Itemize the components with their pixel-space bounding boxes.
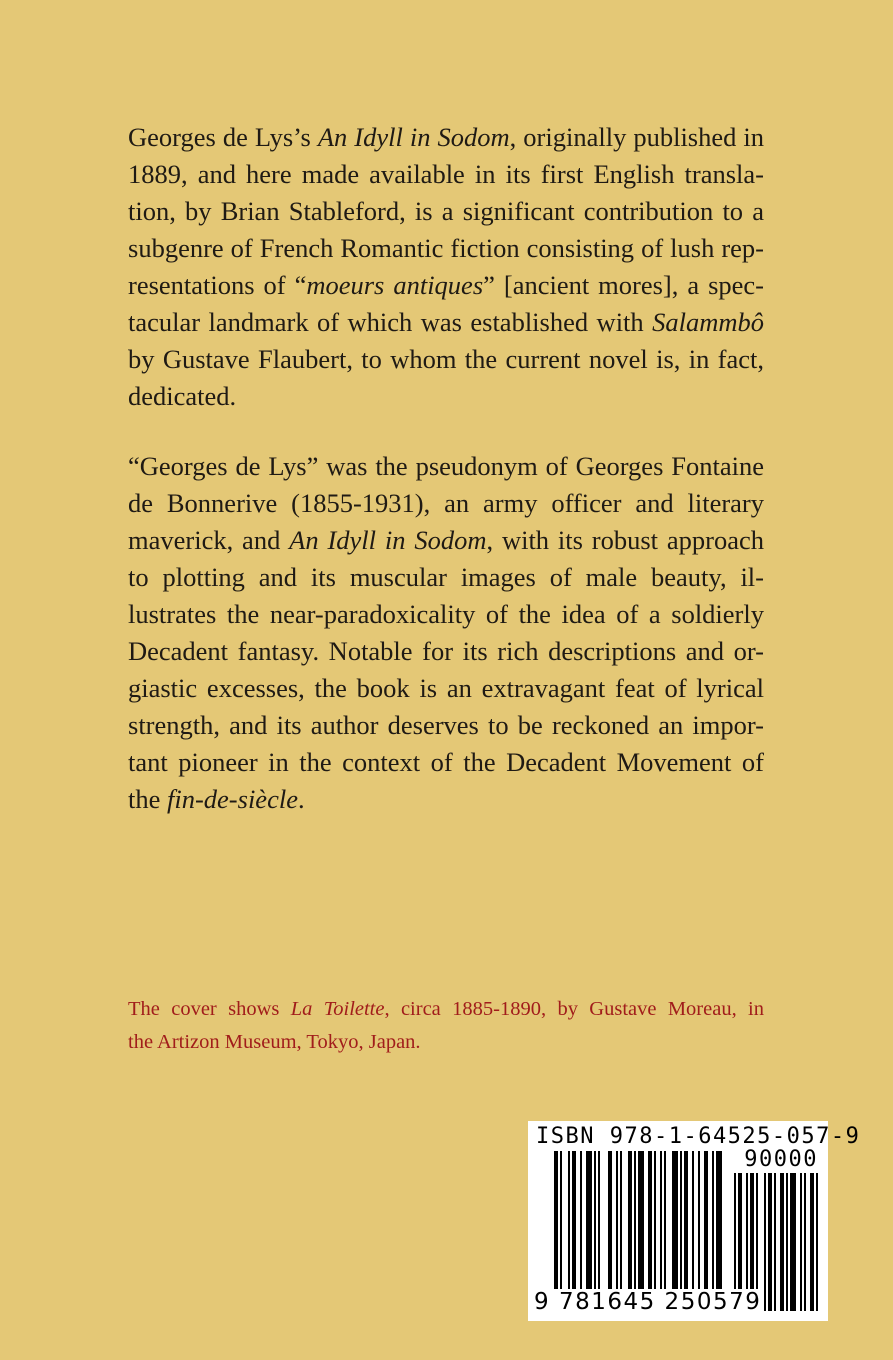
barcode-bar <box>704 1151 708 1289</box>
text-line: tant pioneer in the context of the Decadent Movement of <box>128 747 764 777</box>
text-line: maverick, and An Idyll in Sodom, with its robust approach <box>128 525 764 555</box>
text-line: Decadent fantasy. Notable for its rich descriptions and or- <box>128 636 764 666</box>
barcode-bar <box>648 1151 652 1289</box>
text-line: by Gustave Flaubert, to whom the current novel is, in fact, <box>128 344 764 374</box>
text-line: subgenre of French Romantic fiction consisting of lush rep- <box>128 233 764 263</box>
text-line: Georges de Lys’s An Idyll in Sodom, originally published in <box>128 122 765 152</box>
barcode-addon-bar <box>810 1173 814 1311</box>
cover-credit <box>128 993 764 1059</box>
barcode-bar <box>698 1151 700 1289</box>
barcode-bar <box>672 1151 678 1289</box>
barcode-addon-bar <box>774 1173 776 1311</box>
barcode-bar <box>616 1151 618 1289</box>
text-line: lustrates the near-paradoxicality of the idea of a soldierly <box>128 599 764 629</box>
barcode-bar <box>692 1151 694 1289</box>
barcode-bar <box>554 1151 558 1311</box>
barcode-bar <box>586 1151 592 1289</box>
barcode-addon-bar <box>764 1173 766 1311</box>
barcode-bar <box>580 1151 582 1289</box>
text-line: to plotting and its muscular images of male beauty, il- <box>128 562 764 592</box>
barcode-addon-bar <box>816 1173 818 1311</box>
text-line: tion, by Brian Stableford, is a significant contribution to a <box>128 196 764 226</box>
barcode-bar <box>716 1151 722 1289</box>
text-line: the Artizon Museum, Tokyo, Japan. <box>128 1031 421 1053</box>
blurb-paragraph-2 <box>128 448 764 818</box>
barcode-bar <box>608 1151 612 1289</box>
italic-title: Salammbô <box>652 307 764 337</box>
italic-phrase: moeurs antiques <box>306 270 484 300</box>
barcode-bar <box>598 1151 600 1289</box>
barcode-addon-bar <box>804 1173 806 1311</box>
text-line: strength, and its author deserves to be reckoned an impor- <box>128 710 764 740</box>
barcode-bar <box>620 1151 622 1289</box>
text-line: The cover shows La Toilette, circa 1885-1890, by Gustave Moreau, in <box>128 998 764 1020</box>
barcode-addon-bar <box>768 1173 772 1311</box>
isbn-barcode <box>528 1121 861 1321</box>
italic-phrase: fin-de-siècle <box>167 784 298 814</box>
text-line: 1889, and here made available in its first English transla- <box>128 159 764 189</box>
barcode-addon-bar <box>786 1173 788 1311</box>
barcode-bar <box>628 1151 632 1289</box>
barcode-bar <box>680 1151 682 1289</box>
barcode-bar <box>560 1151 562 1311</box>
isbn-label: ISBN 978-1-64525-057-9 <box>536 1124 861 1149</box>
barcode-bar <box>654 1151 656 1289</box>
text-line: de Bonnerive (1855-1931), an army officer and literary <box>128 488 764 518</box>
barcode-addon-bar <box>800 1173 802 1311</box>
barcode-bar <box>638 1151 644 1289</box>
text-line: tacular landmark of which was established with Salammbô <box>128 307 764 337</box>
blurb-paragraph-1 <box>128 119 764 415</box>
barcode-addon-bar <box>790 1173 796 1311</box>
barcode-bar <box>712 1151 714 1289</box>
text-line: “Georges de Lys” was the pseudonym of Georges Fontaine <box>128 451 764 481</box>
text-line: giastic excesses, the book is an extravagant feat of lyrical <box>128 673 764 703</box>
text-line: the fin-de-siècle. <box>128 784 305 814</box>
painting-title: La Toilette <box>290 998 385 1020</box>
barcode-bar <box>568 1151 570 1289</box>
barcode-bar <box>684 1151 688 1289</box>
barcode-bar <box>594 1151 596 1289</box>
ean-digits: 9 781645 250579 <box>534 1289 762 1315</box>
barcode-bar <box>664 1151 666 1289</box>
book-title: An Idyll in Sodom <box>289 525 487 555</box>
price-code: 90000 <box>744 1147 818 1172</box>
text-line: resentations of “moeurs antiques” [ancient mores], a spec- <box>128 270 764 300</box>
book-title: An Idyll in Sodom <box>317 122 510 152</box>
barcode-bar <box>634 1151 636 1289</box>
text-line: dedicated. <box>128 381 237 411</box>
barcode-addon-bar <box>780 1173 784 1311</box>
barcode-bar <box>572 1151 576 1289</box>
barcode-bar <box>660 1151 662 1289</box>
